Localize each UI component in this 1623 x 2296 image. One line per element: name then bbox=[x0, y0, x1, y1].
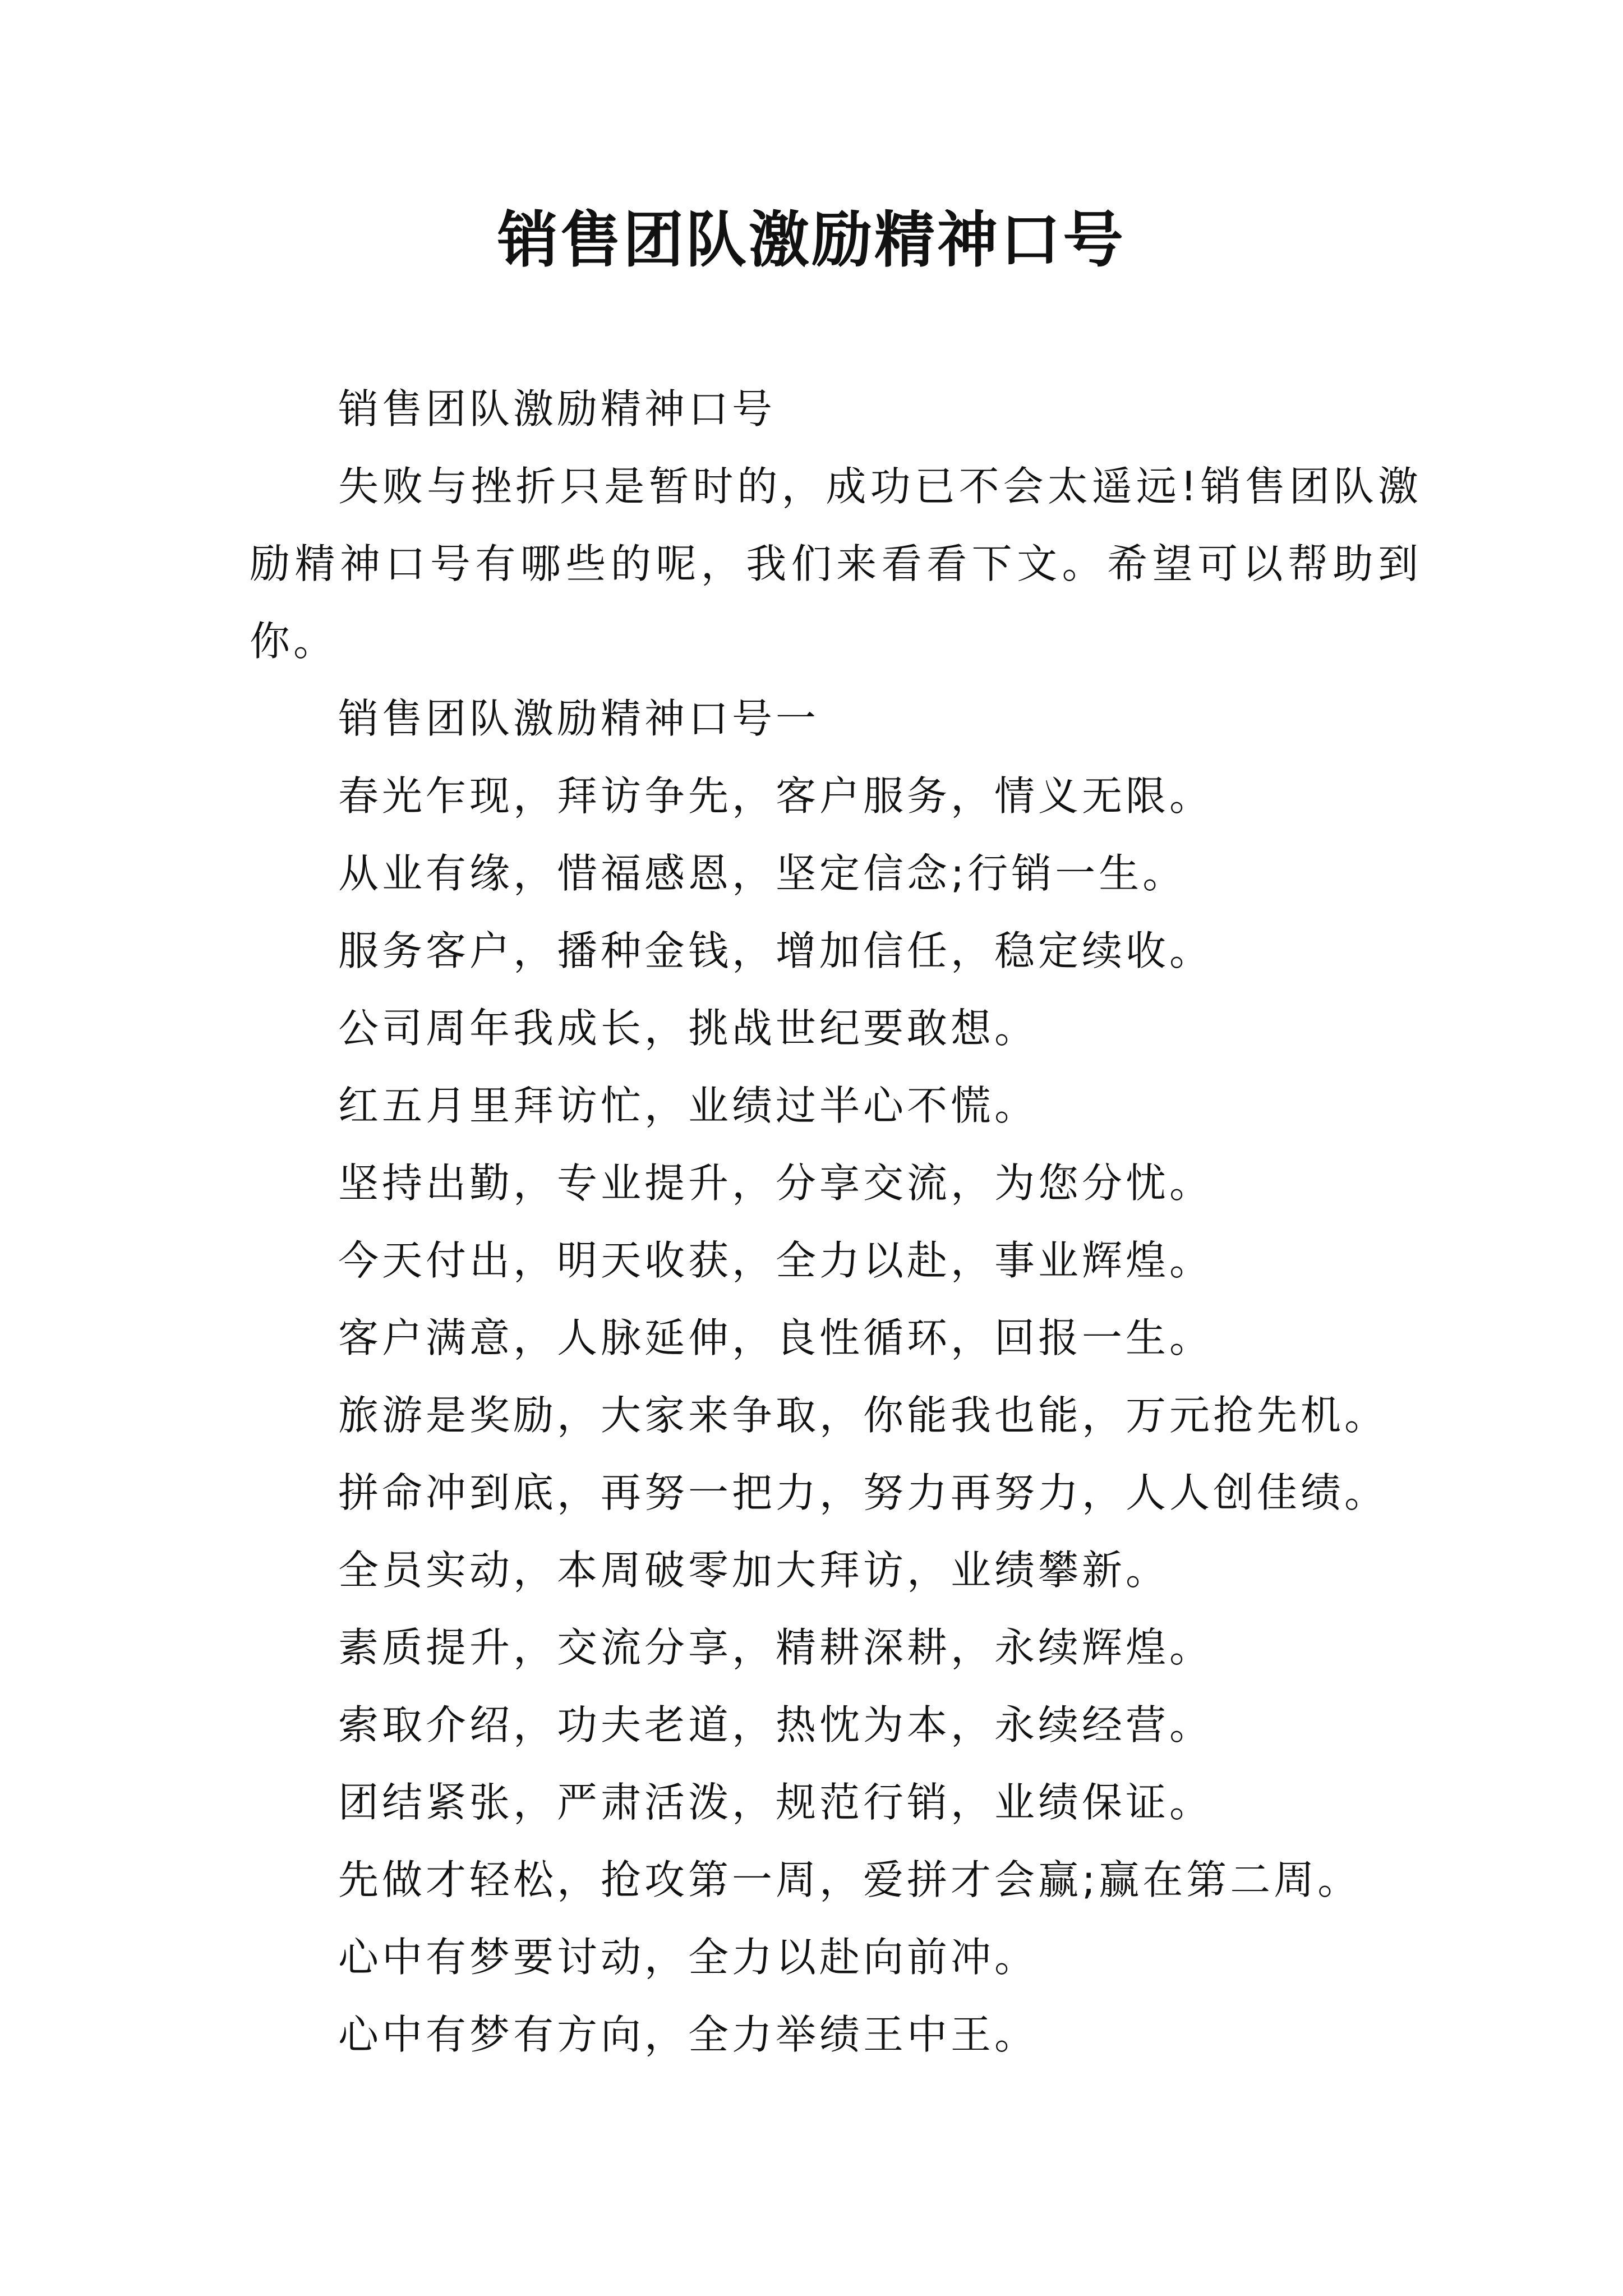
slogan-line: 春光乍现，拜访争先，客户服务，情义无限。 bbox=[338, 772, 1214, 820]
slogan-line: 今天付出，明天收获，全力以赴，事业辉煌。 bbox=[338, 1237, 1214, 1284]
slogan-line: 拼命冲到底，再努一把力，努力再努力，人人创佳绩。 bbox=[338, 1469, 1389, 1516]
document-body bbox=[250, 370, 1422, 2073]
slogan-line: 客户满意，人脉延伸，良性循环，回报一生。 bbox=[338, 1314, 1214, 1361]
slogan-line: 服务客户，播种金钱，增加信任，稳定续收。 bbox=[338, 927, 1214, 974]
slogan-line: 心中有梦要讨动，全力以赴向前冲。 bbox=[338, 1934, 1039, 1981]
slogan-line: 从业有缘，惜福感恩，坚定信念;行销一生。 bbox=[338, 850, 1187, 897]
slogan-line: 公司周年我成长，挑战世纪要敢想。 bbox=[338, 1005, 1039, 1052]
slogan-line: 团结紧张，严肃活泼，规范行销，业绩保证。 bbox=[338, 1779, 1214, 1826]
slogan-line: 心中有梦有方向，全力举绩王中王。 bbox=[338, 2011, 1039, 2058]
slogan-line: 索取介绍，功夫老道，热忱为本，永续经营。 bbox=[338, 1701, 1214, 1749]
slogan-line: 旅游是奖励，大家来争取，你能我也能，万元抢先机。 bbox=[338, 1392, 1389, 1439]
section-heading: 销售团队激励精神口号一 bbox=[338, 695, 820, 742]
paragraph-intro: 失败与挫折只是暂时的，成功已不会太遥远!销售团队激励精神口号有哪些的呢，我们来看看下文。希望可以帮助到你。 bbox=[250, 463, 1422, 665]
paragraph-subtitle: 销售团队激励精神口号 bbox=[338, 385, 776, 432]
slogan-line: 红五月里拜访忙，业绩过半心不慌。 bbox=[338, 1082, 1039, 1129]
slogan-line: 全员实动，本周破零加大拜访，业绩攀新。 bbox=[338, 1547, 1170, 1594]
slogan-line: 先做才轻松，抢攻第一周，爱拼才会赢;赢在第二周。 bbox=[338, 1856, 1362, 1903]
document-title: 销售团队激励精神口号 bbox=[497, 205, 1126, 275]
slogan-line: 素质提升，交流分享，精耕深耕，永续辉煌。 bbox=[338, 1624, 1214, 1671]
slogan-line: 坚持出勤，专业提升，分享交流，为您分忧。 bbox=[338, 1159, 1214, 1207]
